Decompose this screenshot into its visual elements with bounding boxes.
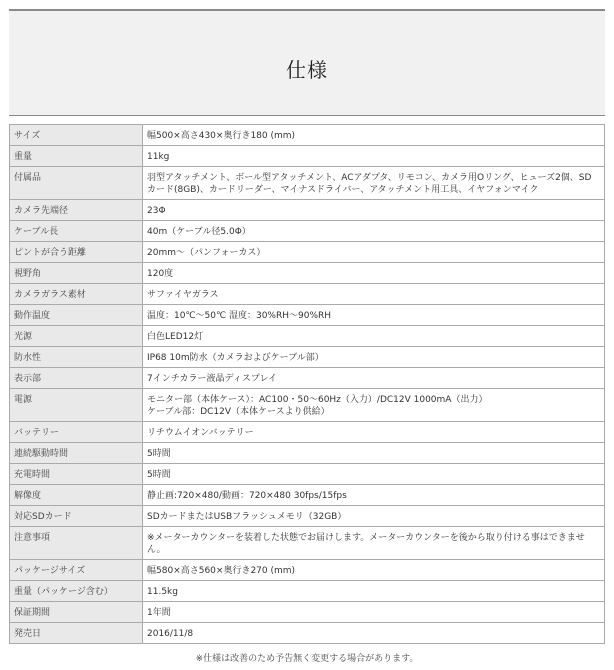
table-row <box>10 326 605 347</box>
spec-label-accessories: 付属品 <box>10 167 143 200</box>
spec-label-charge-time: 充電時間 <box>10 464 143 485</box>
spec-value-power: モニター部（本体ケース）：AC100・50～60Hz（入力）/DC12V 1000mA（出力） ケーブル部：DC12V（本体ケースより供給） <box>143 389 605 422</box>
table-row <box>10 305 605 326</box>
table-row <box>10 560 605 581</box>
spec-value-package-size: 幅580×高さ560×奥行き270 (mm) <box>143 560 605 581</box>
table-row <box>10 422 605 443</box>
spec-label-power: 電源 <box>10 389 143 422</box>
table-row <box>10 167 605 200</box>
table-row <box>10 263 605 284</box>
spec-value-light-source: 白色LED12灯 <box>143 326 605 347</box>
spec-value-warranty: 1年間 <box>143 602 605 623</box>
spec-label-notes: 注意事項 <box>10 527 143 560</box>
spec-value-camera-diameter: 23Φ <box>143 200 605 221</box>
spec-label-package-size: パッケージサイズ <box>10 560 143 581</box>
spec-value-package-weight: 11.5kg <box>143 581 605 602</box>
spec-label-size: サイズ <box>10 125 143 146</box>
table-row <box>10 389 605 422</box>
table-row <box>10 221 605 242</box>
table-row <box>10 125 605 146</box>
spec-value-view-angle: 120度 <box>143 263 605 284</box>
title-banner <box>9 9 605 116</box>
spec-label-resolution: 解像度 <box>10 485 143 506</box>
spec-label-operating-temp: 動作温度 <box>10 305 143 326</box>
spec-label-runtime: 連続駆動時間 <box>10 443 143 464</box>
spec-value-glass-material: サファイヤガラス <box>143 284 605 305</box>
spec-label-camera-diameter: カメラ先端径 <box>10 200 143 221</box>
spec-value-display: 7インチカラー液晶ディスプレイ <box>143 368 605 389</box>
spec-value-operating-temp: 温度：10℃～50℃ 湿度：30%RH～90%RH <box>143 305 605 326</box>
spec-label-weight: 重量 <box>10 146 143 167</box>
spec-label-package-weight: 重量（パッケージ含む） <box>10 581 143 602</box>
spec-label-glass-material: カメラガラス素材 <box>10 284 143 305</box>
table-row <box>10 527 605 560</box>
spec-label-battery: バッテリー <box>10 422 143 443</box>
table-row <box>10 602 605 623</box>
spec-value-resolution: 静止画:720×480/動画：720×480 30fps/15fps <box>143 485 605 506</box>
spec-label-release-date: 発売日 <box>10 623 143 644</box>
table-row <box>10 284 605 305</box>
spec-value-battery: リチウムイオンバッテリー <box>143 422 605 443</box>
spec-label-display: 表示部 <box>10 368 143 389</box>
spec-value-runtime: 5時間 <box>143 443 605 464</box>
spec-label-focus-distance: ピントが合う距離 <box>10 242 143 263</box>
spec-value-charge-time: 5時間 <box>143 464 605 485</box>
spec-value-notes: ※メーターカウンターを装着した状態でお届けします。メーターカウンターを後から取り付ける事はできません。 <box>143 527 605 560</box>
footnote: ※仕様は改善のため予告無く変更する場合があります。 <box>195 654 419 664</box>
spec-label-light-source: 光源 <box>10 326 143 347</box>
page-title: 仕様 <box>286 58 328 82</box>
table-row <box>10 581 605 602</box>
spec-label-sd-card: 対応SDカード <box>10 506 143 527</box>
spec-value-size: 幅500×高さ430×奥行き180 (mm) <box>143 125 605 146</box>
spec-value-focus-distance: 20mm～（パンフォーカス） <box>143 242 605 263</box>
spec-value-waterproof: IP68 10m防水（カメラおよびケーブル部） <box>143 347 605 368</box>
table-row <box>10 485 605 506</box>
table-row <box>10 347 605 368</box>
spec-table-body <box>10 125 605 644</box>
table-row <box>10 623 605 644</box>
spec-value-cable-length: 40m（ケーブル径5.0Φ） <box>143 221 605 242</box>
spec-value-accessories: 羽型アタッチメント、ボール型アタッチメント、ACアダプタ、リモコン、カメラ用Oリング、ヒューズ2個、SDカード(8GB)、カードリーダー、マイナスドライバー、アタッチメント用工具、イヤフォンマイク <box>143 167 605 200</box>
table-row <box>10 200 605 221</box>
spec-label-waterproof: 防水性 <box>10 347 143 368</box>
table-row <box>10 146 605 167</box>
spec-value-weight: 11kg <box>143 146 605 167</box>
spec-label-warranty: 保証期間 <box>10 602 143 623</box>
spec-table <box>9 124 605 644</box>
table-row <box>10 506 605 527</box>
spec-value-sd-card: SDカードまたはUSBフラッシュメモリ（32GB） <box>143 506 605 527</box>
table-row <box>10 368 605 389</box>
spec-label-cable-length: ケーブル長 <box>10 221 143 242</box>
table-row <box>10 242 605 263</box>
spec-value-release-date: 2016/11/8 <box>143 623 605 644</box>
table-row <box>10 464 605 485</box>
spec-label-view-angle: 視野角 <box>10 263 143 284</box>
table-row <box>10 443 605 464</box>
